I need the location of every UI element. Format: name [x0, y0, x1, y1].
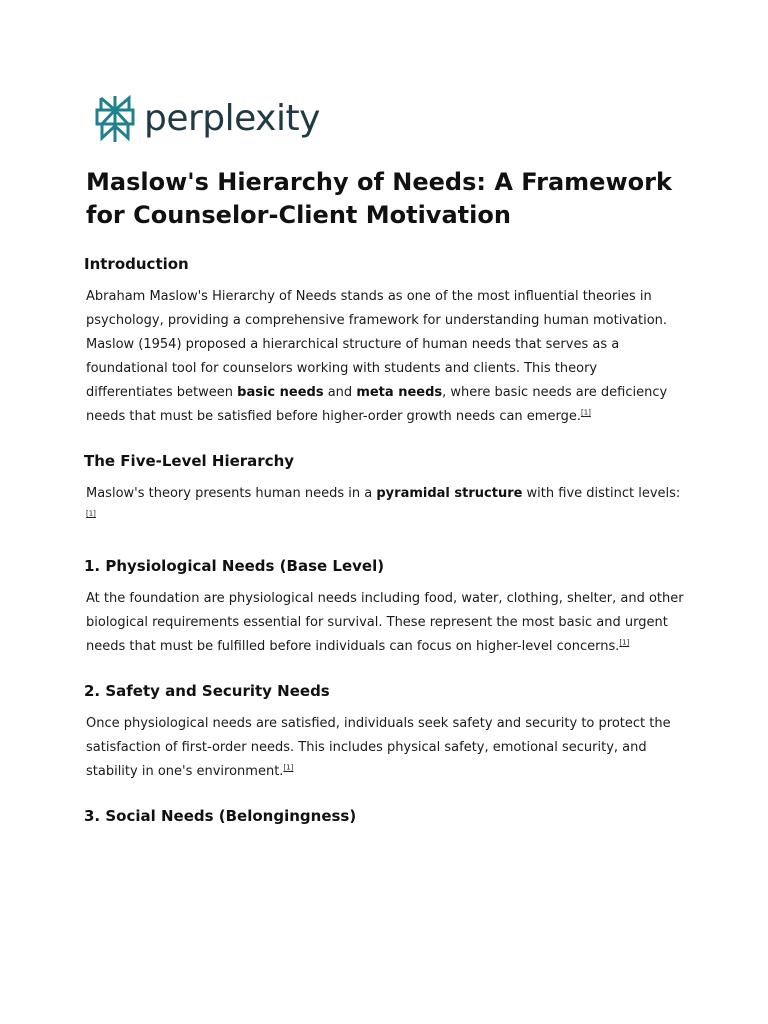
five-text-1: Maslow's theory presents human needs in a [86, 486, 377, 501]
perplexity-logo-icon [94, 94, 136, 144]
intro-text-1: Abraham Maslow's Hierarchy of Needs stands as one of the most influential theories in psychology, providing a comprehensive framework for understanding human motivation. Maslow (1954) proposed a hierarchical structure of human needs that serves as a foundational tool for counselors working with students and clients. This theory differentiates between [86, 289, 668, 400]
section-heading-physiological: 1. Physiological Needs (Base Level) [84, 557, 385, 575]
physiological-paragraph [86, 587, 686, 659]
intro-bold-basic-needs: basic needs [237, 385, 324, 400]
five-text-2: with five distinct levels: [522, 486, 681, 501]
intro-text-3: , where basic needs are deficiency needs that must be satisfied before higher-order growth needs can emerge. [86, 385, 668, 424]
perplexity-logo [94, 94, 320, 144]
five-bold-pyramidal: pyramidal structure [376, 486, 523, 501]
five-level-paragraph [86, 482, 686, 530]
section-heading-safety: 2. Safety and Security Needs [84, 682, 330, 700]
physiological-text: At the foundation are physiological needs including food, water, clothing, shelter, and other biological requirements essential for survival. These represent the most basic and urgent needs that must be fulfilled before individuals can focus on higher-level concerns. [86, 591, 684, 654]
intro-text-2: and [323, 385, 357, 400]
section-heading-social: 3. Social Needs (Belongingness) [84, 807, 357, 825]
citation-link[interactable]: [1] [86, 509, 96, 518]
intro-bold-meta-needs: meta needs [356, 385, 443, 400]
citation-link[interactable]: [1] [283, 763, 294, 772]
article [86, 166, 686, 826]
citation-link[interactable]: [1] [619, 638, 630, 647]
safety-text: Once physiological needs are satisfied, individuals seek safety and security to protect the satisfaction of first-order needs. This includes physical safety, emotional security, and stability in one's environment. [86, 716, 671, 779]
intro-paragraph [86, 285, 686, 429]
citation-link[interactable]: [1] [580, 408, 591, 417]
section-heading-five-level: The Five-Level Hierarchy [84, 452, 295, 470]
safety-paragraph [86, 712, 686, 784]
page-title: Maslow's Hierarchy of Needs: A Framework for Counselor-Client Motivation [86, 168, 672, 229]
brand-wordmark: perplexity [144, 98, 320, 139]
section-heading-introduction: Introduction [84, 255, 189, 273]
